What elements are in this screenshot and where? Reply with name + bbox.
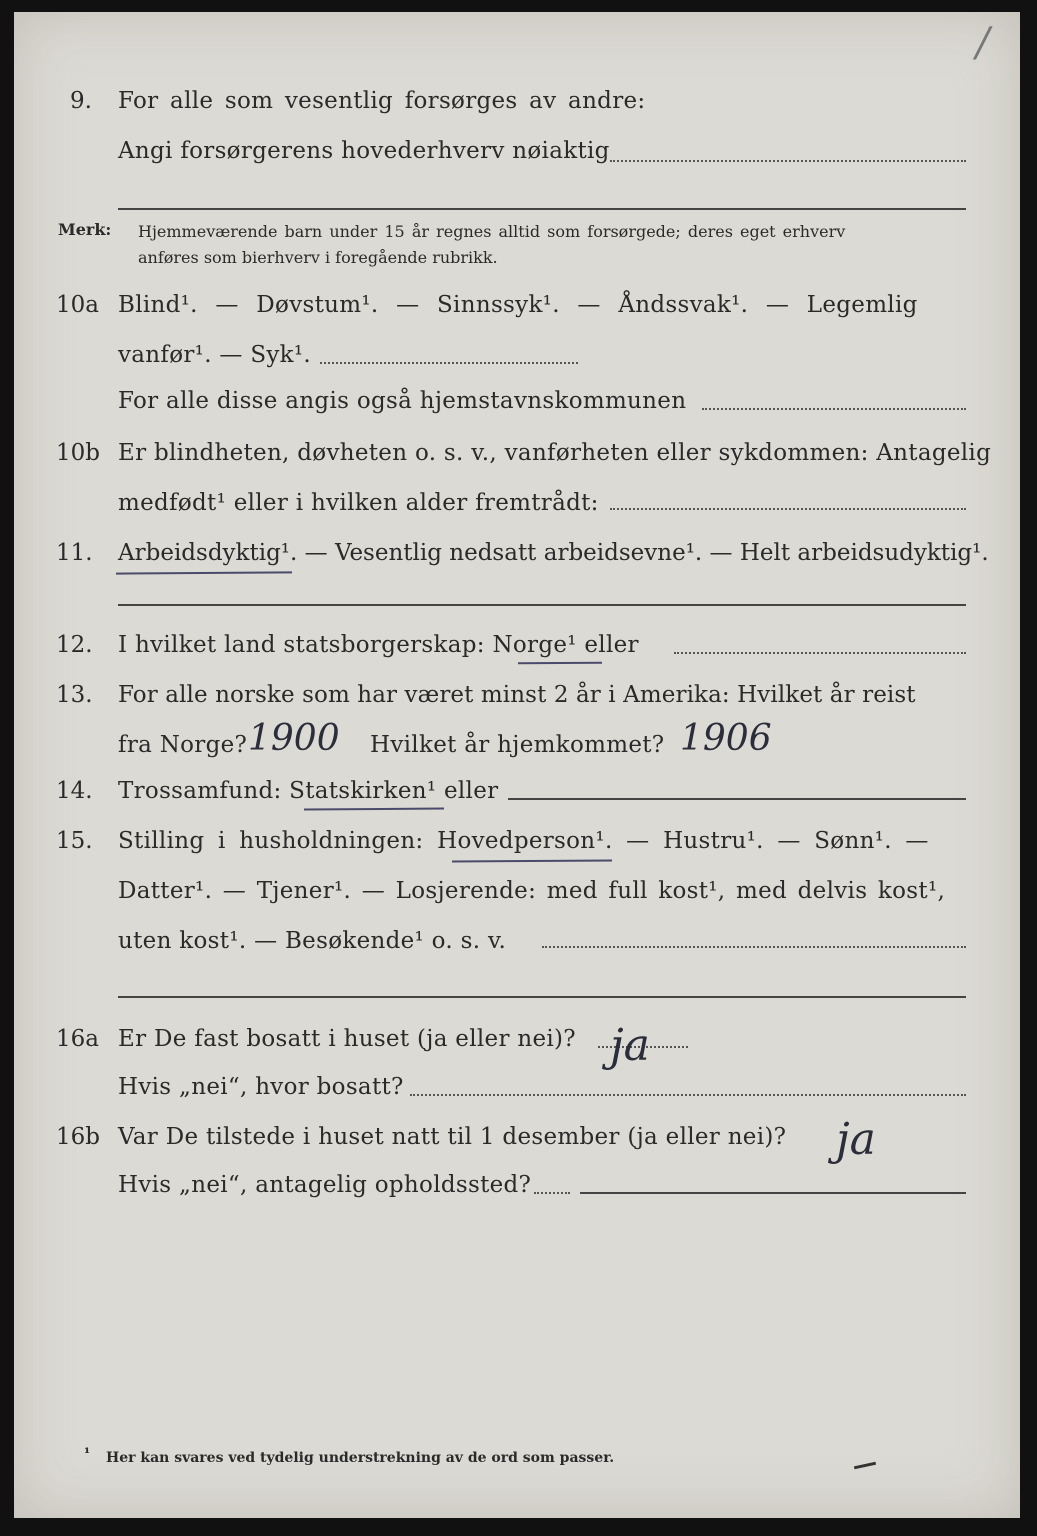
footnote-mark: ¹ bbox=[84, 1446, 91, 1462]
q16b-line2: Hvis „nei“, antagelig opholdssted? bbox=[118, 1172, 532, 1198]
q15-line3: uten kost¹. — Besøkende¹ o. s. v. bbox=[118, 928, 507, 954]
q10a-number: 10a bbox=[56, 292, 99, 318]
q15-line2: Datter¹. — Tjener¹. — Losjerende: med full kost¹, med delvis kost¹, bbox=[118, 878, 946, 904]
q10a-syk-line[interactable] bbox=[320, 362, 578, 364]
q10a-line2: vanfør¹. — Syk¹. bbox=[118, 342, 312, 368]
q15-extra-line[interactable] bbox=[118, 996, 966, 998]
q16a-line1: Er De fast bosatt i huset (ja eller nei)? bbox=[118, 1026, 576, 1052]
q14-number: 14. bbox=[56, 778, 93, 804]
q14-line1: Trossamfund: Statskirken¹ eller bbox=[118, 778, 499, 804]
q10b-answer-line[interactable] bbox=[610, 508, 966, 510]
census-form-page bbox=[14, 12, 1020, 1518]
q10b-line2: medfødt¹ eller i hvilken alder fremtrådt: bbox=[118, 490, 599, 516]
q11-number: 11. bbox=[56, 540, 93, 566]
q10b-line1: Er blindheten, døvheten o. s. v., vanførheten eller sykdommen: Antagelig bbox=[118, 440, 992, 466]
q15-line1: Stilling i husholdningen: Hovedperson¹. — Hustru¹. — Sønn¹. — bbox=[118, 828, 929, 854]
q13-line2b: Hvilket år hjemkommet? bbox=[370, 732, 665, 758]
merk-line1: Hjemmeværende barn under 15 år regnes alltid som forsørgede; deres eget erhverv bbox=[138, 222, 846, 241]
q12-answer-line[interactable] bbox=[674, 652, 966, 654]
q9-line2: Angi forsørgerens hovederhverv nøiaktig bbox=[118, 138, 610, 164]
q9-number: 9. bbox=[70, 88, 92, 114]
q13-answer-reist[interactable]: 1900 bbox=[248, 718, 340, 759]
corner-mark: / bbox=[976, 20, 990, 66]
q12-underline-norge bbox=[518, 662, 602, 665]
q13-answer-hjemkommet[interactable]: 1906 bbox=[680, 718, 772, 759]
q11-line1: Arbeidsdyktig¹. — Vesentlig nedsatt arbeidsevne¹. — Helt arbeidsudyktig¹. bbox=[118, 540, 989, 566]
q10a-kommune-line[interactable] bbox=[702, 408, 966, 410]
q16a-answer[interactable]: ja bbox=[610, 1020, 650, 1071]
q14-underline-statskirken bbox=[304, 808, 444, 811]
q13-line1: For alle norske som har været minst 2 år i Amerika: Hvilket år reist bbox=[118, 682, 916, 708]
q9-answer-line[interactable] bbox=[610, 160, 966, 162]
q16b-number: 16b bbox=[56, 1124, 100, 1150]
q16b-line1: Var De tilstede i huset natt til 1 desember (ja eller nei)? bbox=[118, 1124, 787, 1150]
merk-line2: anføres som bierhverv i foregående rubrikk. bbox=[138, 248, 498, 267]
q16b-answer[interactable]: ja bbox=[836, 1114, 876, 1165]
q15-number: 15. bbox=[56, 828, 93, 854]
q10a-line1: Blind¹. — Døvstum¹. — Sinnssyk¹. — Åndssvak¹. — Legemlig bbox=[118, 292, 918, 318]
merk-label: Merk: bbox=[58, 220, 112, 239]
q11-extra-line[interactable] bbox=[118, 604, 966, 606]
q9-line1: For alle som vesentlig forsørges av andre: bbox=[118, 88, 646, 114]
q10a-line3: For alle disse angis også hjemstavnskommunen bbox=[118, 388, 687, 414]
q16b-opholdssted-line[interactable] bbox=[534, 1192, 570, 1194]
q14-answer-line[interactable] bbox=[508, 798, 966, 800]
q9-extra-line[interactable] bbox=[118, 208, 966, 210]
q10b-number: 10b bbox=[56, 440, 100, 466]
q16b-opholdssted-line-2[interactable] bbox=[580, 1192, 966, 1194]
q16a-bosatt-line[interactable] bbox=[410, 1094, 966, 1096]
q13-number: 13. bbox=[56, 682, 93, 708]
q15-underline-hovedperson bbox=[452, 859, 612, 862]
footnote-text: Her kan svares ved tydelig understrekning av de ord som passer. bbox=[106, 1450, 615, 1466]
pen-mark bbox=[854, 1462, 876, 1470]
q13-line2a: fra Norge? bbox=[118, 732, 248, 758]
q15-answer-line[interactable] bbox=[542, 946, 966, 948]
q12-number: 12. bbox=[56, 632, 93, 658]
q16a-line2: Hvis „nei“, hvor bosatt? bbox=[118, 1074, 404, 1100]
q12-line1: I hvilket land statsborgerskap: Norge¹ eller bbox=[118, 632, 639, 658]
q11-underline-arbeidsdyktig bbox=[116, 571, 292, 574]
q16a-number: 16a bbox=[56, 1026, 99, 1052]
